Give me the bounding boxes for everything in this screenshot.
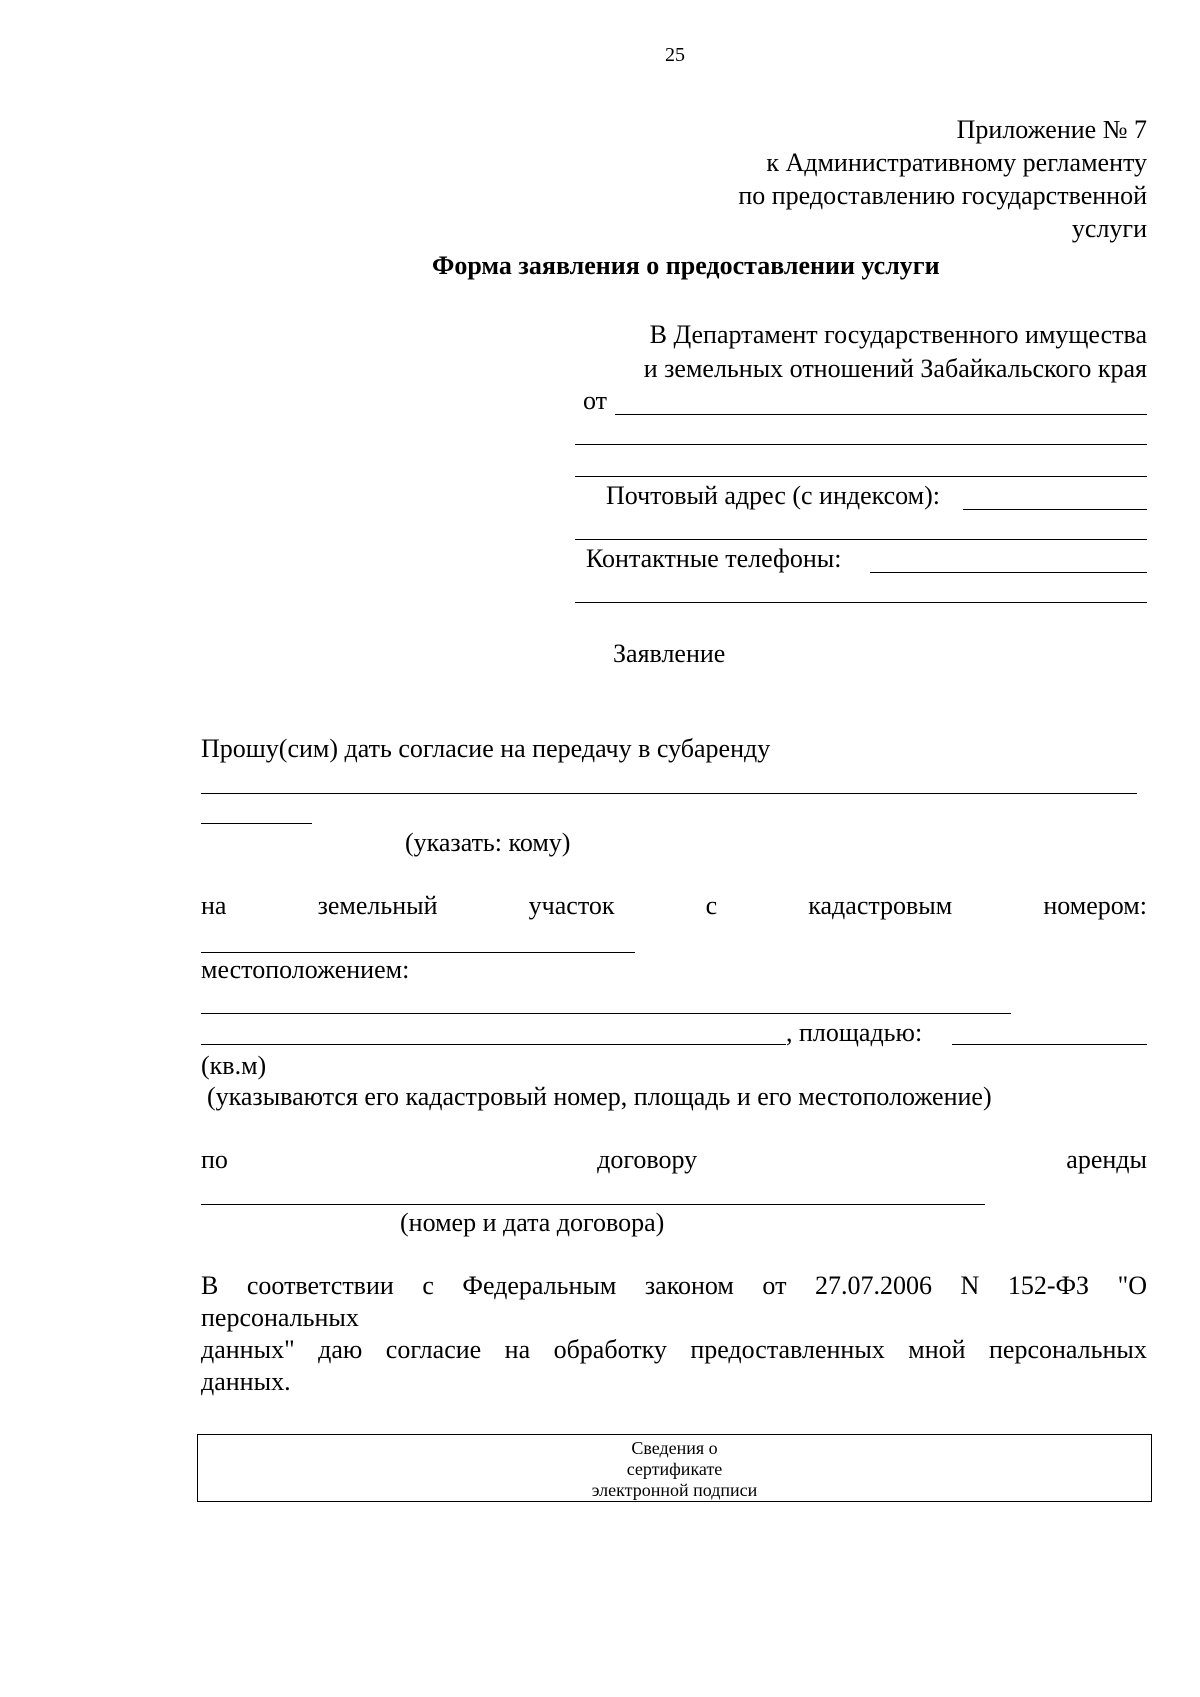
area-unit: (кв.м) xyxy=(201,1051,267,1080)
signature-box-line-1: Сведения о xyxy=(631,1438,718,1458)
lease-word: аренды xyxy=(1066,1145,1147,1174)
consent-word: 152-ФЗ xyxy=(1007,1271,1090,1300)
consent-word: данных" xyxy=(201,1335,295,1364)
consent-line-3 xyxy=(201,1337,1147,1363)
lease-hint: (номер и дата договора) xyxy=(400,1208,665,1237)
phones-field-line xyxy=(870,572,1147,573)
to-whom-field-line xyxy=(201,793,1137,794)
phones-field-line-2 xyxy=(575,602,1147,603)
appendix-line-3: по предоставлению государственной xyxy=(738,181,1147,210)
plot-hint: (указываются его кадастровый номер, площадь и его местоположение) xyxy=(207,1082,992,1111)
appendix-line-4: услуги xyxy=(1071,214,1147,243)
consent-word: персональных xyxy=(989,1335,1147,1364)
statement-title: Заявление xyxy=(613,639,726,668)
consent-word: Федеральным xyxy=(462,1271,617,1300)
consent-word: "О xyxy=(1117,1271,1147,1300)
plot-word: с xyxy=(705,891,718,920)
from-field-line-2 xyxy=(575,444,1147,445)
lease-word: по xyxy=(201,1145,228,1174)
signature-box-line-3: электронной подписи xyxy=(591,1480,758,1500)
plot-word: номером: xyxy=(1043,891,1147,920)
lease-line xyxy=(201,1147,1147,1173)
to-whom-field-line-2 xyxy=(201,823,312,824)
signature-certificate-box xyxy=(197,1434,1152,1502)
area-field-line xyxy=(952,1044,1147,1045)
consent-word: соответствии xyxy=(246,1271,394,1300)
consent-word: от xyxy=(762,1271,787,1300)
consent-word: 27.07.2006 xyxy=(814,1271,932,1300)
from-field-line-3 xyxy=(575,476,1147,477)
postal-address-label: Почтовый адрес (с индексом): xyxy=(606,481,941,510)
page-number: 25 xyxy=(665,44,685,66)
consent-line-1 xyxy=(201,1273,1147,1299)
plot-line xyxy=(201,893,1147,919)
location-label: местоположением: xyxy=(201,955,410,984)
lease-contract-field-line xyxy=(201,1204,985,1205)
plot-word: на xyxy=(201,891,227,920)
addressee-line-2: и земельных отношений Забайкальского края xyxy=(643,354,1147,383)
lease-word: договору xyxy=(597,1145,698,1174)
consent-word: N xyxy=(960,1271,980,1300)
from-label: от xyxy=(583,386,608,415)
appendix-line-1: Приложение № 7 xyxy=(956,115,1147,144)
location-field-line xyxy=(201,1013,1011,1014)
to-whom-hint: (указать: кому) xyxy=(405,828,571,857)
plot-word: кадастровым xyxy=(808,891,953,920)
request-text: Прошу(сим) дать согласие на передачу в субаренду xyxy=(201,734,771,763)
consent-word: мной xyxy=(908,1335,966,1364)
consent-line-4: данных. xyxy=(201,1367,291,1396)
form-title: Форма заявления о предоставлении услуги xyxy=(432,251,940,280)
consent-word: В xyxy=(201,1271,219,1300)
consent-word: законом xyxy=(644,1271,734,1300)
consent-word: предоставленных xyxy=(690,1335,885,1364)
consent-word: на xyxy=(504,1335,531,1364)
from-field-line xyxy=(615,414,1147,415)
consent-word: обработку xyxy=(553,1335,667,1364)
signature-box-line-2: сертификате xyxy=(626,1459,723,1479)
consent-word: согласие xyxy=(385,1335,482,1364)
location-field-line-2 xyxy=(201,1044,786,1045)
addressee-line-1: В Департамент государственного имущества xyxy=(649,320,1147,349)
phones-label: Контактные телефоны: xyxy=(586,544,842,573)
consent-word: даю xyxy=(318,1335,363,1364)
consent-line-2: персональных xyxy=(201,1303,359,1332)
area-label: , площадью: xyxy=(786,1018,923,1047)
appendix-line-2: к Административному регламенту xyxy=(766,148,1147,177)
plot-word: земельный xyxy=(317,891,438,920)
cadastral-number-field-line xyxy=(201,952,635,953)
postal-address-field-line-2 xyxy=(575,539,1147,540)
postal-address-field-line xyxy=(963,509,1147,510)
plot-word: участок xyxy=(528,891,615,920)
consent-word: с xyxy=(422,1271,434,1300)
